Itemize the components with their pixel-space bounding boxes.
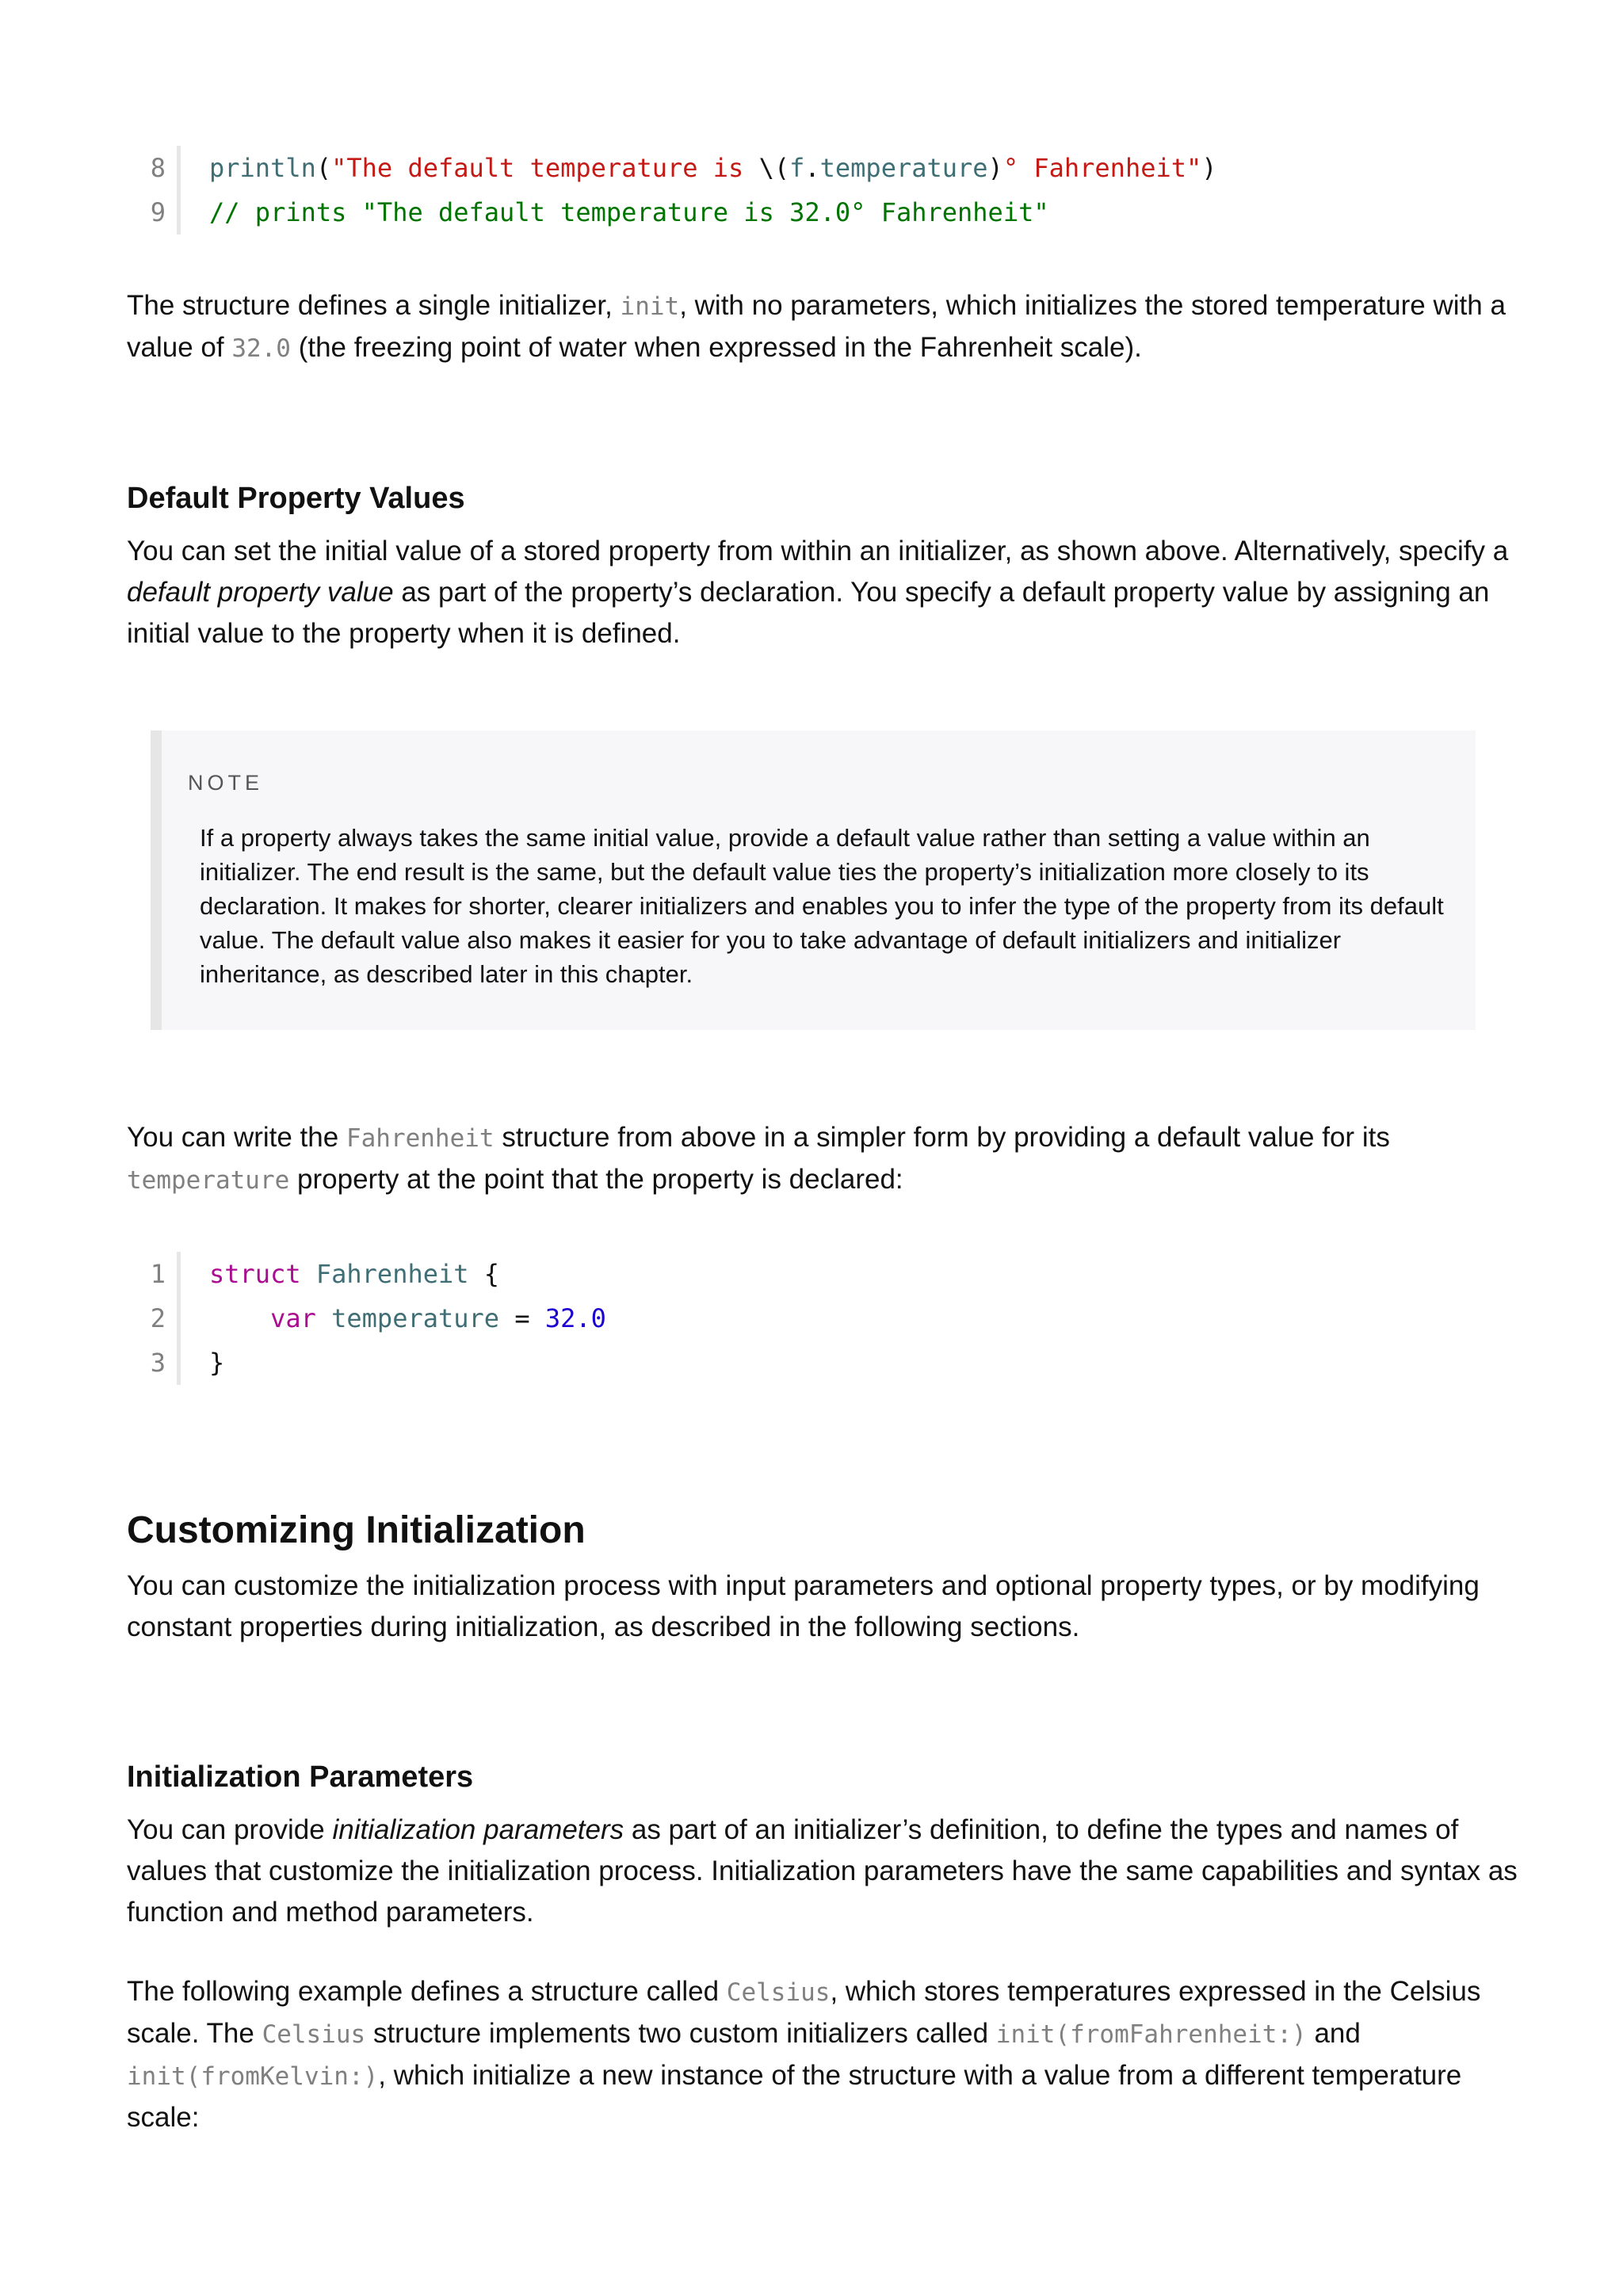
emphasis-term: initialization parameters (332, 1814, 624, 1845)
inline-code: Celsius (262, 2020, 366, 2049)
text-run: structure implements two custom initializers called (365, 2018, 996, 2049)
code-text (181, 146, 1217, 190)
inline-code: init (620, 292, 680, 321)
code-token: var (270, 1303, 316, 1333)
code-token: temperature (331, 1303, 500, 1333)
code-token: ) (987, 153, 1003, 183)
code-token: \( (758, 153, 790, 183)
code-token: struct (209, 1259, 301, 1289)
text-run: , with no parameters, which initializes the stored temperature with a value of (127, 290, 1506, 363)
heading-default-property-values: Default Property Values (127, 482, 465, 515)
code-block-fahrenheit-print (127, 146, 1474, 235)
code-token (316, 1303, 331, 1333)
code-token: f (789, 153, 805, 183)
code-text (181, 1341, 224, 1385)
text-run: , which initialize a new instance of the structure with a value from a different temperature scale: (127, 2060, 1462, 2133)
paragraph-default-property-value (127, 531, 1522, 654)
text-run: as part of an initializer’s definition, to define the types and names of values that customize the initialization process. Initialization parameters have the same capabilities and syntax as function and method parameters. (127, 1814, 1518, 1928)
inline-code: temperature (127, 1166, 290, 1195)
code-token: ) (1201, 153, 1217, 183)
text-run: as part of the property’s declaration. You specify a default property value by assigning an initial value to the property when it is defined. (127, 577, 1490, 649)
text-run: property at the point that the property is declared: (289, 1164, 903, 1195)
text-run: You can provide (127, 1814, 333, 1845)
paragraph-initialization-parameters (127, 1810, 1522, 1933)
code-line (127, 190, 1474, 235)
code-line (127, 1341, 1474, 1385)
code-token: temperature (819, 153, 988, 183)
note-text: If a property always takes the same initial value, provide a default value rather than setting a value within an initializer. The end result is the same, but the default value ties the property’s initialization more closely to its declaration. It makes for shorter, clearer initializers and enables you to infer the type of the property from its default value. The default value also makes it easier for you to take advantage of default initializers and initializer inheritance, as described later in this chapter. (200, 824, 1444, 988)
code-text (181, 1296, 606, 1341)
code-token (209, 1303, 270, 1333)
paragraph-celsius-example (127, 1971, 1522, 2138)
heading-customizing-initialization: Customizing Initialization (127, 1509, 586, 1551)
heading-initialization-parameters: Initialization Parameters (127, 1760, 474, 1794)
line-number: 3 (127, 1341, 181, 1385)
paragraph-initializer-description (127, 285, 1522, 369)
code-token: ( (315, 153, 332, 183)
code-line (127, 1296, 1474, 1341)
code-line (127, 146, 1474, 190)
emphasis-term: default property value (127, 577, 394, 608)
code-token: } (209, 1348, 225, 1378)
code-token (301, 1259, 316, 1289)
inline-code: init(fromFahrenheit:) (995, 2020, 1307, 2049)
text-run: You can set the initial value of a stored property from within an initializer, as shown above. Alternatively, specify a (127, 536, 1509, 566)
note-label: NOTE (188, 771, 264, 795)
code-token: ° Fahrenheit" (1002, 153, 1202, 183)
code-token: { (468, 1259, 500, 1289)
code-text (181, 1252, 499, 1296)
text-run: The structure defines a single initializer, (127, 290, 621, 321)
code-token: "The default temperature is (331, 153, 759, 183)
code-token: = (499, 1303, 545, 1333)
line-number: 8 (127, 146, 181, 190)
inline-code: 32.0 (231, 334, 291, 363)
text-run: You can customize the initialization process with input parameters and optional property types, or by modifying constant properties during initialization, as described in the following sections. (127, 1570, 1480, 1642)
line-number: 9 (127, 190, 181, 235)
text-run: , which stores temperatures expressed in the Celsius scale. The (127, 1976, 1481, 2049)
text-run: structure from above in a simpler form by providing a default value for its (494, 1122, 1390, 1153)
line-number: 2 (127, 1296, 181, 1341)
code-token: 32.0 (544, 1303, 606, 1333)
code-token: Fahrenheit (315, 1259, 469, 1289)
inline-code: init(fromKelvin:) (127, 2062, 379, 2091)
paragraph-simpler-form (127, 1117, 1522, 1201)
code-token: println (209, 153, 316, 183)
inline-code: Celsius (726, 1978, 831, 2007)
code-token: // prints "The default temperature is 32.0° Fahrenheit" (209, 197, 1049, 227)
code-block-fahrenheit-struct (127, 1252, 1474, 1385)
text-run: The following example defines a structure called (127, 1976, 727, 2007)
code-line (127, 1252, 1474, 1296)
inline-code: Fahrenheit (346, 1124, 495, 1153)
code-text (181, 190, 1049, 235)
paragraph-customize-process (127, 1566, 1522, 1648)
code-token: . (804, 153, 820, 183)
line-number: 1 (127, 1252, 181, 1296)
text-run: You can write the (127, 1122, 346, 1153)
text-run: (the freezing point of water when expressed in the Fahrenheit scale). (290, 332, 1142, 363)
text-run: and (1306, 2018, 1361, 2049)
